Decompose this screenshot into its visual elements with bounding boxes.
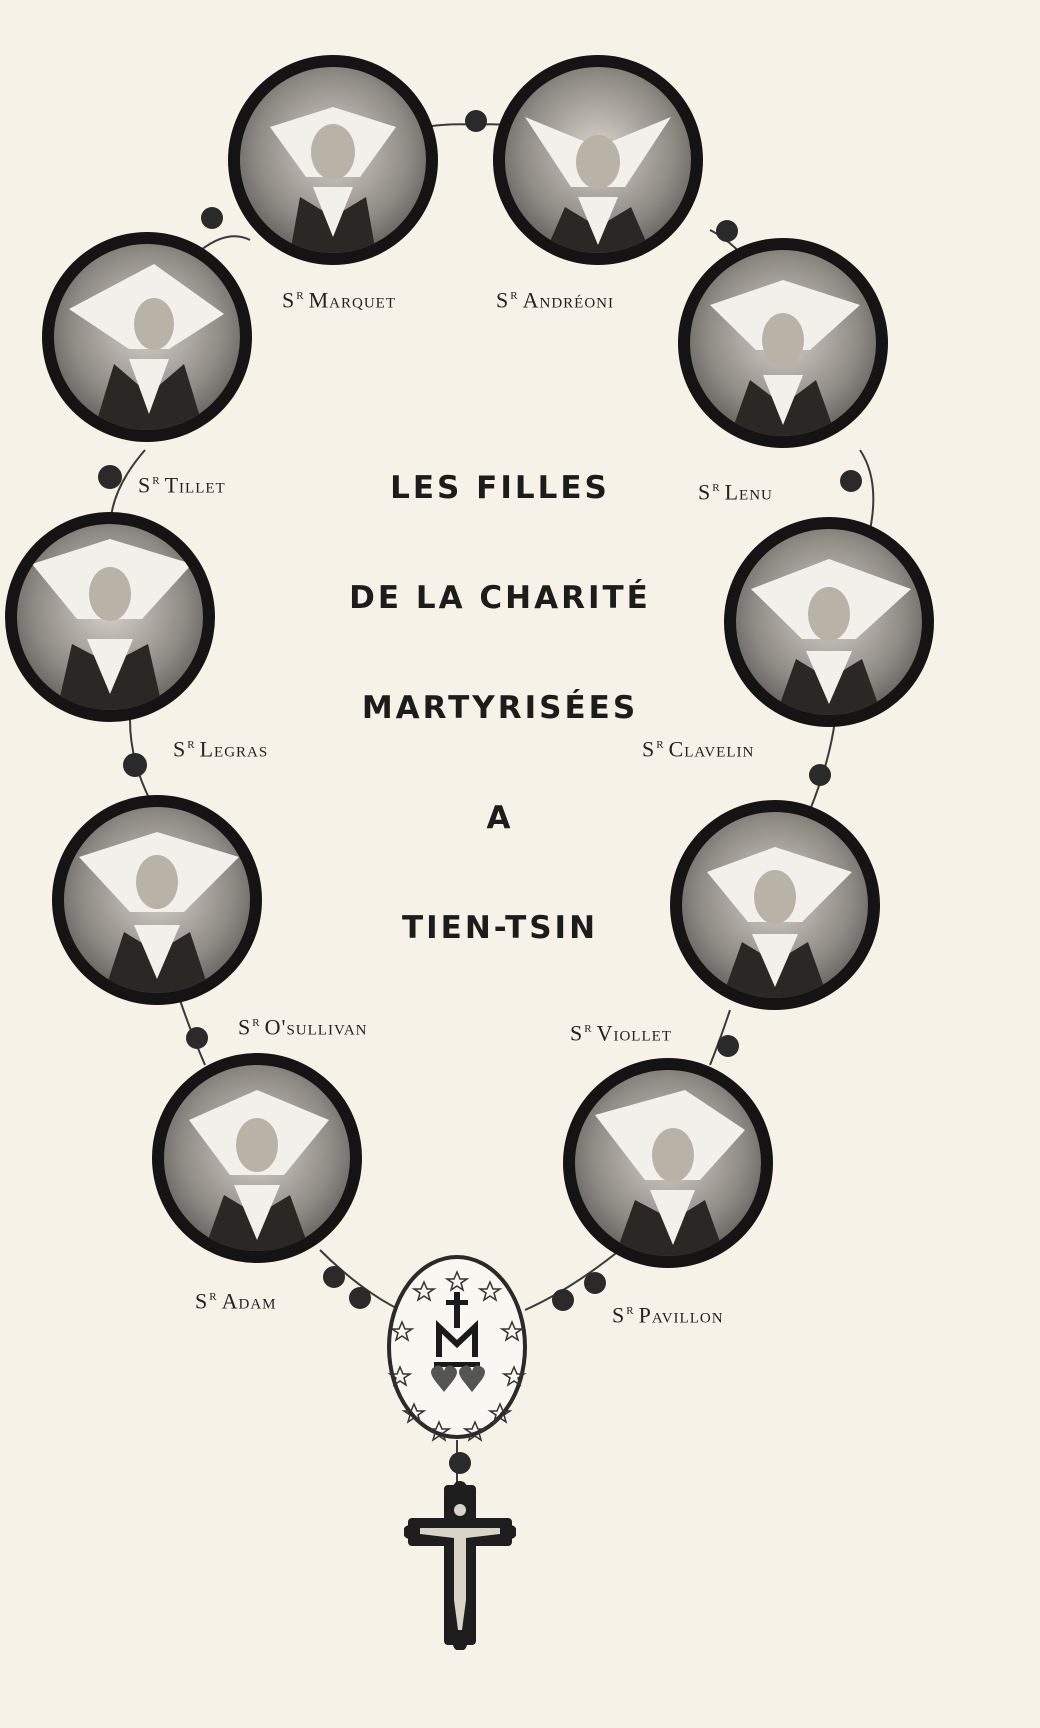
- caption-marquet: $S^r$ Marquet: [282, 287, 396, 313]
- caption-legras: $S^r$ Legras: [173, 736, 269, 762]
- title-line-2: DE LA CHARITÉ: [349, 580, 651, 616]
- title-line-3: MARTYRISÉES: [361, 690, 639, 726]
- caption-lenu: $S^r$ Lenu: [698, 479, 773, 505]
- title-line-1: LES FILLES: [390, 470, 610, 506]
- title-line-5: TIEN-TSIN: [401, 910, 599, 946]
- portrait-osullivan: [52, 795, 262, 1005]
- portrait-legras: [5, 512, 215, 722]
- portrait-pavillon: [563, 1058, 773, 1268]
- portrait-andreoni: [493, 55, 703, 265]
- portrait-lenu: [678, 238, 888, 448]
- caption-pavillon: $S^r$ Pavillon: [612, 1302, 724, 1328]
- caption-tillet: $S^r$ Tillet: [138, 472, 226, 498]
- crucifix-icon: [404, 1480, 516, 1650]
- caption-clavelin: $S^r$ Clavelin: [642, 736, 755, 762]
- caption-osullivan: $S^r$ O'sullivan: [238, 1014, 368, 1040]
- portrait-adam: [152, 1053, 362, 1263]
- portrait-clavelin: [724, 517, 934, 727]
- miraculous-medal-icon: [384, 1252, 530, 1442]
- portrait-tillet: [42, 232, 252, 442]
- caption-viollet: $S^r$ Viollet: [570, 1020, 672, 1046]
- title-line-4: A: [486, 800, 514, 836]
- caption-adam: $S^r$ Adam: [195, 1288, 277, 1314]
- caption-andreoni: $S^r$ Andréoni: [496, 287, 614, 313]
- portrait-marquet: [228, 55, 438, 265]
- portrait-viollet: [670, 800, 880, 1010]
